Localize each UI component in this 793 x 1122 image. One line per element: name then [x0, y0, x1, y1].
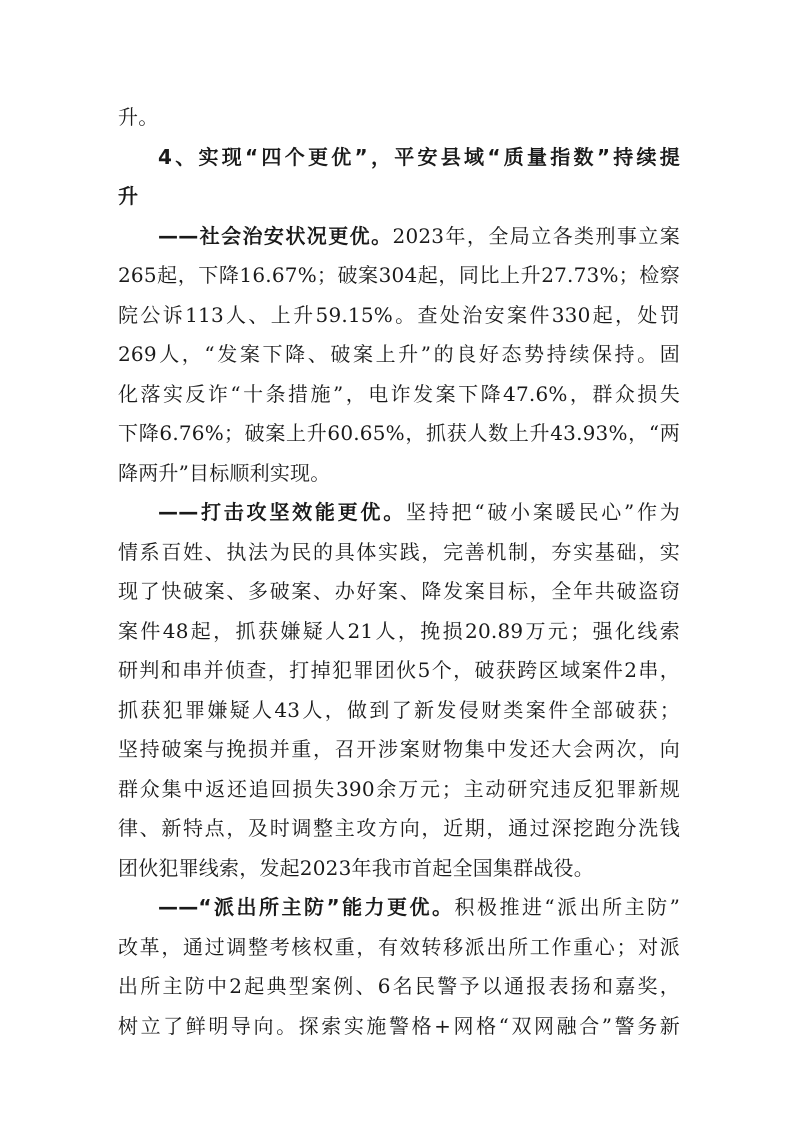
paragraph-3-line-1: ——“派出所主防”能力更优。积极推进“派出所主防” [158, 895, 680, 919]
paragraph-1-line-7: 降两升”目标顺利实现。 [118, 460, 331, 485]
paragraph-1-line-4: 269人，“发案下降、破案上升”的良好态势持续保持。固 [118, 342, 680, 366]
section-heading-line-1: 4、实现“四个更优”，平安县域“质量指数”持续提 [158, 144, 680, 169]
previous-paragraph-tail: 升。 [118, 105, 159, 129]
paragraph-1-line-3: 院公诉113人、上升59.15%。查处治安案件330起，处罚 [118, 302, 680, 327]
paragraph-2-line-7: 坚持破案与挽损并重，召开涉案财物集中发还大会两次，向 [118, 737, 680, 761]
document-page [118, 98, 680, 1046]
paragraph-2-line-6: 抓获犯罪嫌疑人43人，做到了新发侵财类案件全部破获； [118, 697, 680, 722]
paragraph-2-title: ——打击攻坚效能更优。 [158, 500, 406, 524]
paragraph-3-line-3: 出所主防中2起典型案例、6名民警予以通报表扬和嘉奖， [118, 974, 680, 998]
paragraph-2-line-8: 群众集中返还追回损失390余万元；主动研究违反犯罪新规 [118, 776, 680, 801]
paragraph-2-line-4: 案件48起，抓获嫌疑人21人，挽损20.89万元；强化线索 [118, 618, 680, 643]
paragraph-1-line-5: 化落实反诈“十条措施”，电诈发案下降47.6%，群众损失 [118, 381, 680, 406]
paragraph-3-title: ——“派出所主防”能力更优。 [158, 895, 455, 919]
paragraph-1-line-1: ——社会治安状况更优。2023年，全局立各类刑事立案 [158, 223, 680, 248]
paragraph-2-line-2: 情系百姓、执法为民的具体实践，完善机制，夯实基础，实 [118, 539, 680, 564]
paragraph-1-line-2: 265起，下降16.67%；破案304起，同比上升27.73%；检察 [118, 263, 680, 287]
paragraph-1-title: ——社会治安状况更优。 [158, 223, 393, 248]
paragraph-2-line-5: 研判和串并侦查，打掉犯罪团伙5个，破获跨区域案件2串， [118, 658, 680, 682]
paragraph-3-line-2: 改革，通过调整考核权重，有效转移派出所工作重心；对派 [118, 934, 680, 959]
paragraph-2-line-9: 律、新特点，及时调整主攻方向，近期，通过深挖跑分洗钱 [118, 816, 680, 840]
paragraph-2-line-10: 团伙犯罪线索，发起2023年我市首起全国集群战役。 [118, 855, 594, 880]
paragraph-3-line-4: 树立了鲜明导向。探索实施警格+网格“双网融合”警务新 [118, 1013, 680, 1038]
section-heading-line-2: 升 [118, 184, 139, 208]
paragraph-2-line-3: 现了快破案、多破案、办好案、降发案目标，全年共破盗窃 [118, 579, 680, 603]
paragraph-1-line-6: 下降6.76%；破案上升60.65%，抓获人数上升43.93%，“两 [118, 421, 680, 445]
paragraph-2-line-1: ——打击攻坚效能更优。坚持把“破小案暖民心”作为 [158, 500, 680, 524]
